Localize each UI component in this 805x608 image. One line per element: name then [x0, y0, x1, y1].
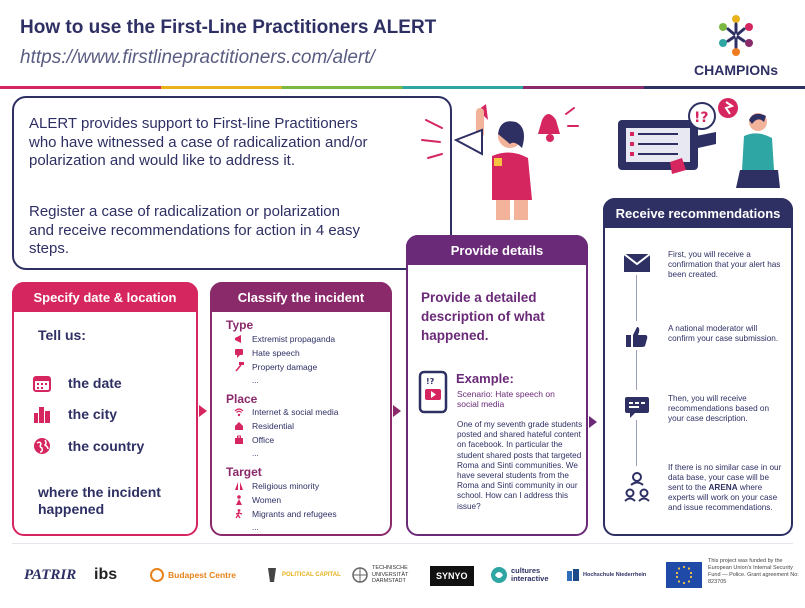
- step-classify-title: Classify the incident: [210, 282, 392, 312]
- step-date-location-title: Specify date & location: [12, 282, 198, 312]
- arrow-right-icon: [589, 416, 597, 428]
- type-item: Extremist propaganda: [234, 334, 335, 344]
- partner-logo-hochschule: Hochschule Niederrhein: [566, 558, 646, 592]
- globe-icon: [32, 436, 52, 456]
- target-item: Women: [234, 495, 281, 505]
- hammer-icon: [234, 362, 244, 372]
- place-item: Residential: [234, 421, 294, 431]
- page-url[interactable]: https://www.firstlinepractitioners.com/alert/: [20, 47, 375, 68]
- calendar-icon: [32, 373, 52, 393]
- experts-icon: [622, 470, 652, 504]
- rec-step-1: First, you will receive a confirmation that your alert has been created.: [668, 250, 781, 279]
- partner-logo-ibs: ibs: [94, 566, 118, 583]
- cultures-interactive-logo-icon: [490, 566, 508, 584]
- envelope-icon: [622, 250, 652, 276]
- example-label: Example:: [456, 371, 514, 386]
- partner-logo-patrir: PATRIR: [24, 566, 77, 583]
- thumbs-up-icon: [622, 324, 652, 350]
- step-details-title: Provide details: [406, 235, 588, 265]
- rec-step-4: If there is no similar case in our data base, your case will be sent to the ARENA where experts will work on your case and issue recommendations.: [668, 463, 782, 512]
- partner-logo-tu-darmstadt: TECHNISCHE UNIVERSITÄT DARMSTADT: [352, 558, 428, 592]
- speech-icon: [234, 348, 244, 358]
- header-stripe: [0, 86, 805, 89]
- tell-us-label: Tell us:: [38, 327, 86, 343]
- type-item: Property damage: [234, 362, 317, 372]
- tu-darmstadt-logo-icon: [352, 567, 368, 583]
- type-label: Type: [226, 318, 254, 332]
- briefcase-icon: [234, 435, 244, 445]
- details-lead-text: Provide a detailed description of what happened.: [421, 290, 545, 343]
- woman-icon: [234, 495, 244, 505]
- city-row: [32, 404, 117, 424]
- page-title: How to use the First-Line Practitioners ALERT: [20, 17, 437, 38]
- target-label: Target: [226, 465, 262, 479]
- step-recommendations-title: Receive recommendations: [603, 198, 793, 228]
- intro-paragraph-2: Register a case of radicalization or polarization and receive recommendations for action in 4 easy steps.: [29, 203, 361, 257]
- eu-flag-icon: [666, 562, 702, 588]
- praying-hands-icon: [234, 481, 244, 491]
- eu-funding-text: This project was funded by the European Union's Internal Security Fund — Police. Grant agreement No: 823705: [708, 558, 799, 585]
- city-icon: [32, 404, 52, 424]
- city-label: the city: [68, 406, 118, 422]
- partner-logo-political-capital: POLITICAL CAPITAL: [266, 558, 341, 592]
- megaphone-woman-illustration: [420, 100, 580, 220]
- champions-logo: [686, 12, 786, 82]
- partner-logo-synyo: SYNYO: [430, 566, 474, 586]
- ellipsis: ...: [252, 523, 259, 532]
- message-icon: [622, 394, 652, 420]
- phone-alert-icon: [418, 370, 448, 414]
- place-item: Office: [234, 435, 274, 445]
- arrow-right-icon: [393, 405, 401, 417]
- ellipsis: ...: [252, 376, 259, 385]
- rec-step-2: A national moderator will confirm your case submission.: [668, 324, 779, 343]
- logo-text: CHAMPIONs: [693, 62, 778, 78]
- country-label: the country: [68, 438, 145, 454]
- timeline-line: [636, 275, 637, 321]
- timeline-line: [636, 350, 637, 390]
- scenario-text: Scenario: Hate speech on social media: [457, 389, 555, 409]
- where-incident-text: where the incident happened: [38, 484, 161, 517]
- budapest-logo-icon: [150, 568, 164, 582]
- date-row: [32, 373, 122, 393]
- home-icon: [234, 421, 244, 431]
- place-label: Place: [226, 392, 258, 406]
- arrow-right-icon: [199, 405, 207, 417]
- target-item: Religious minority: [234, 481, 319, 491]
- intro-paragraph-1: ALERT provides support to First-line Practitioners who have witnessed a case of radicalization and/or polarization and would like to address it.: [29, 115, 368, 169]
- partner-logo-cultures-interactive: cultures interactive: [490, 558, 550, 592]
- megaphone-icon: [234, 334, 244, 344]
- example-body-text: One of my seventh grade students posted and shared hateful content on facebook. In particular the student shared posts that targeted Roma and Sinti communities. We have several students from the Roma and Sinti community in our school. How can I address this issue?: [457, 420, 583, 511]
- partner-logo-budapest: Budapest Centre: [150, 558, 236, 592]
- ellipsis: ...: [252, 449, 259, 458]
- champions-logo-icon: [716, 14, 756, 58]
- place-item: Internet & social media: [234, 407, 338, 417]
- country-row: [32, 436, 144, 456]
- type-item: Hate speech: [234, 348, 300, 358]
- rec-step-3: Then, you will receive recommendations based on your case description.: [668, 394, 770, 423]
- svg-text:!?: !?: [694, 110, 709, 126]
- political-capital-logo-icon: [266, 567, 278, 583]
- footer-divider: [12, 543, 793, 544]
- walking-person-icon: [234, 509, 244, 519]
- man-alert-illustration: [608, 92, 788, 192]
- hochschule-logo-icon: [566, 568, 580, 582]
- svg-text:!?: !?: [426, 377, 435, 386]
- timeline-line: [636, 420, 637, 466]
- wifi-icon: [234, 407, 244, 417]
- target-item: Migrants and refugees: [234, 509, 337, 519]
- date-label: the date: [68, 375, 122, 391]
